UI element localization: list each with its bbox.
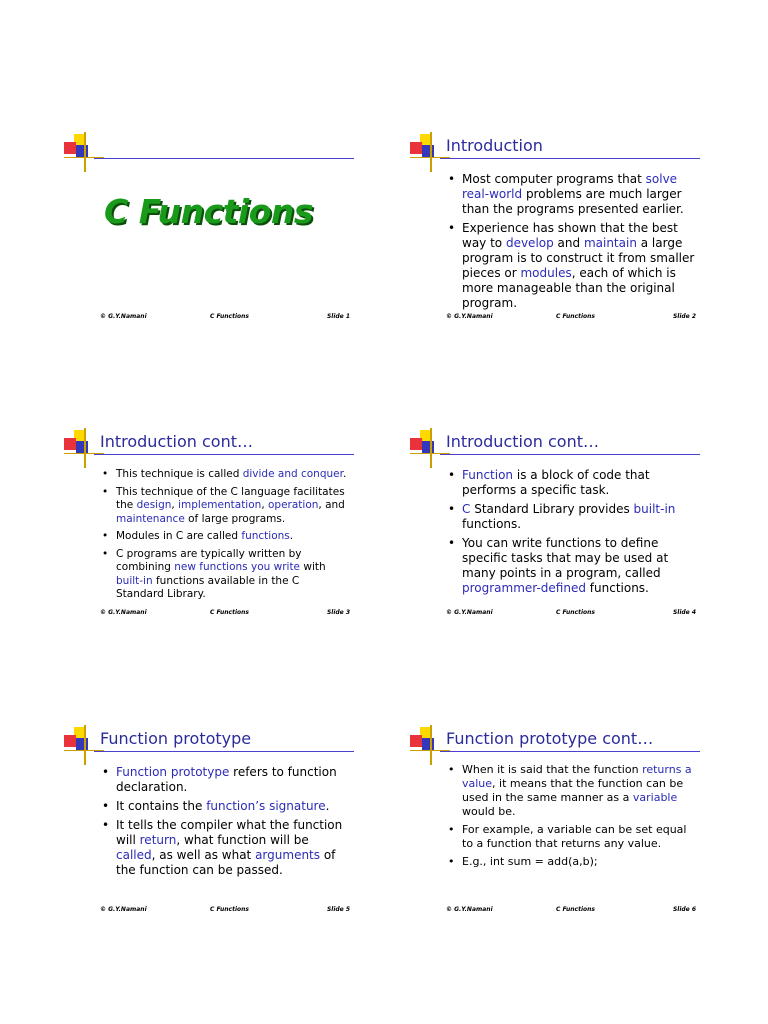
slide-logo-icon [64,428,104,468]
slide-footer [100,313,350,323]
slide-title: Introduction cont… [100,432,253,451]
footer-slide-number: Slide 6 [672,906,696,913]
bullet-item: • This technique is called divide and conquer. [100,468,350,482]
slide-footer [446,906,696,916]
bullet-item: • C Standard Library provides built-in functions. [446,502,696,532]
bullet-list [446,468,696,600]
slide-title: Introduction cont… [446,432,599,451]
slide-5 [64,725,364,925]
bullet-item: • Modules in C are called functions. [100,530,350,544]
title-underline [94,751,354,752]
footer-course: C Functions [556,313,596,320]
slide-title: Introduction [446,136,543,155]
footer-slide-number: Slide 3 [326,609,350,616]
bullet-item: • It contains the function’s signature. [100,799,350,814]
footer-author: © G.Y.Namani [446,609,493,616]
footer-slide-number: Slide 5 [326,906,350,913]
footer-author: © G.Y.Namani [100,906,147,913]
footer-author: © G.Y.Namani [446,313,493,320]
footer-author: © G.Y.Namani [446,906,493,913]
slide-6 [410,725,710,925]
slide-2 [410,132,710,332]
slide-logo-icon [64,725,104,765]
slide-title: Function prototype [100,729,252,748]
footer-course: C Functions [556,609,596,616]
title-underline [440,158,700,159]
bullet-item: • You can write functions to define specific tasks that may be used at many points in a program, called programmer-defined functions. [446,536,696,596]
bullet-list [446,763,696,873]
title-underline [94,454,354,455]
slide-title: C Functions [104,192,314,231]
bullet-item: • It tells the compiler what the function will return, what function will be called, as well as what arguments of the function can be passed. [100,818,350,878]
slide-footer [100,906,350,916]
footer-slide-number: Slide 2 [672,313,696,320]
slide-logo-icon [410,725,450,765]
footer-course: C Functions [556,906,596,913]
footer-course: C Functions [210,609,250,616]
bullet-item: • When it is said that the function returns a value, it means that the function can be used in the same manner as a variable would be. [446,763,696,819]
bullet-item: • C programs are typically written by combining new functions you write with built-in functions available in the C Standard Library. [100,548,350,602]
title-underline [440,454,700,455]
bullet-list [100,468,350,606]
slide-title: Function prototype cont… [446,729,654,748]
bullet-item: • Most computer programs that solve real-world problems are much larger than the programs presented earlier. [446,172,696,217]
bullet-item: • Function is a block of code that performs a specific task. [446,468,696,498]
footer-course: C Functions [210,313,250,320]
bullet-list [100,765,350,882]
footer-author: © G.Y.Namani [100,609,147,616]
slide-logo-icon [64,132,104,172]
bullet-item: • E.g., int sum = add(a,b); [446,855,696,869]
bullet-item: • For example, a variable can be set equal to a function that returns any value. [446,823,696,851]
slide-4 [410,428,710,628]
slide-3 [64,428,364,628]
slide-footer [446,609,696,619]
slide-logo-icon [410,428,450,468]
slide-footer [446,313,696,323]
bullet-item: • Function prototype refers to function declaration. [100,765,350,795]
footer-slide-number: Slide 1 [326,313,350,320]
footer-author: © G.Y.Namani [100,313,147,320]
title-underline [440,751,700,752]
title-underline [94,158,354,159]
bullet-item: • This technique of the C language facilitates the design, implementation, operation, and maintenance of large programs. [100,486,350,527]
bullet-item: • Experience has shown that the best way to develop and maintain a large program is to construct it from smaller pieces or modules, each of which is more manageable than the original program. [446,221,696,311]
slide-1 [64,132,364,332]
slide-footer [100,609,350,619]
footer-course: C Functions [210,906,250,913]
footer-slide-number: Slide 4 [672,609,696,616]
bullet-list [446,172,696,315]
slide-logo-icon [410,132,450,172]
